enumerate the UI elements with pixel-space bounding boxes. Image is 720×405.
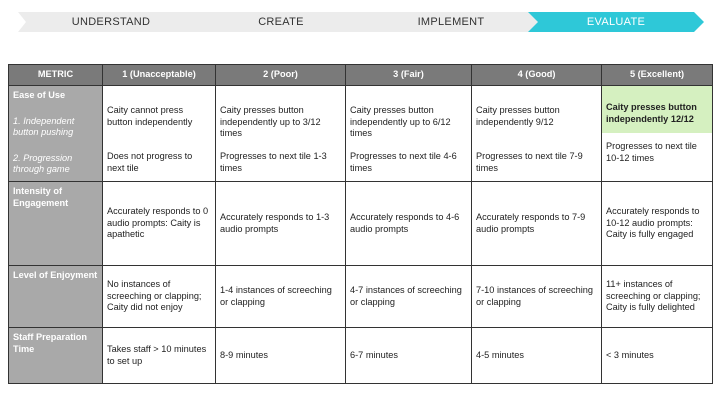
step-label: EVALUATE: [586, 16, 646, 28]
metric-staff-preparation-time: Staff Preparation Time: [9, 328, 103, 384]
cell-button-pushing: Caity presses button independently up to 6/12 times: [350, 105, 451, 138]
table-row-ease-of-use: [9, 86, 713, 182]
header-cell: METRIC: [9, 65, 103, 86]
metric-ease-of-use: [9, 86, 103, 182]
table-row-staff-prep: [9, 328, 713, 384]
table-cell: 4-5 minutes: [472, 328, 602, 384]
step-create: [188, 12, 374, 32]
cell-button-pushing: Caity presses button independently up to 3/12 times: [220, 105, 321, 138]
metric-level-of-enjoyment: Level of Enjoyment: [9, 266, 103, 328]
metric-intensity-of-engagement: Intensity of Engagement: [9, 182, 103, 266]
table-cell: 6-7 minutes: [346, 328, 472, 384]
evaluation-rubric-table: [8, 64, 713, 384]
header-cell: 1 (Unacceptable): [103, 65, 216, 86]
step-understand: [18, 12, 204, 32]
table-row-intensity: [9, 182, 713, 266]
table-cell: < 3 minutes: [602, 328, 713, 384]
metric-subcriterion-2: 2. Progression through game: [13, 152, 73, 174]
table-row-enjoyment: [9, 266, 713, 328]
step-evaluate: [528, 12, 704, 32]
table-cell: 11+ instances of screeching or clapping; Caity is fully delighted: [602, 266, 713, 328]
step-label: CREATE: [258, 16, 304, 28]
header-cell: 4 (Good): [472, 65, 602, 86]
header-cell: 5 (Excellent): [602, 65, 713, 86]
table-cell: Accurately responds to 7-9 audio prompts: [472, 182, 602, 266]
step-implement: [358, 12, 544, 32]
cell-progression: Progresses to next tile 1-3 times: [220, 151, 327, 173]
step-label: UNDERSTAND: [71, 16, 151, 28]
process-steps: [18, 12, 704, 32]
table-cell: Accurately responds to 0 audio prompts: Caity is apathetic: [103, 182, 216, 266]
table-cell: Takes staff > 10 minutes to set up: [103, 328, 216, 384]
header-cell: 3 (Fair): [346, 65, 472, 86]
cell-progression: Does not progress to next tile: [107, 151, 193, 173]
table-cell: [346, 86, 472, 182]
cell-button-pushing: Caity presses button independently 9/12: [476, 105, 560, 127]
table-cell: 8-9 minutes: [216, 328, 346, 384]
metric-subcriterion-1: 1. Independent button pushing: [13, 115, 75, 137]
table-cell: [472, 86, 602, 182]
table-cell: Accurately responds to 1-3 audio prompts: [216, 182, 346, 266]
table-cell: Accurately responds to 4-6 audio prompts: [346, 182, 472, 266]
cell-progression: Progresses to next tile 4-6 times: [350, 151, 457, 173]
table-cell: [602, 86, 713, 182]
table-cell: Accurately responds to 10-12 audio prompts: Caity is fully engaged: [602, 182, 713, 266]
cell-progression: Progresses to next tile 7-9 times: [476, 151, 583, 173]
table-cell: No instances of screeching or clapping; Caity did not enjoy: [103, 266, 216, 328]
header-cell: 2 (Poor): [216, 65, 346, 86]
table-cell: [103, 86, 216, 182]
metric-title: Ease of Use: [13, 90, 66, 100]
cell-progression: Progresses to next tile 10-12 times: [606, 141, 697, 163]
table-cell: 1-4 instances of screeching or clapping: [216, 266, 346, 328]
cell-button-pushing: Caity cannot press button independently: [107, 105, 193, 127]
table-header-row: [9, 65, 713, 86]
table-cell: 4-7 instances of screeching or clapping: [346, 266, 472, 328]
table-cell: [216, 86, 346, 182]
cell-button-pushing-highlighted: Caity presses button independently 12/12: [602, 86, 712, 133]
table-cell: 7-10 instances of screeching or clapping: [472, 266, 602, 328]
step-label: IMPLEMENT: [417, 16, 485, 28]
